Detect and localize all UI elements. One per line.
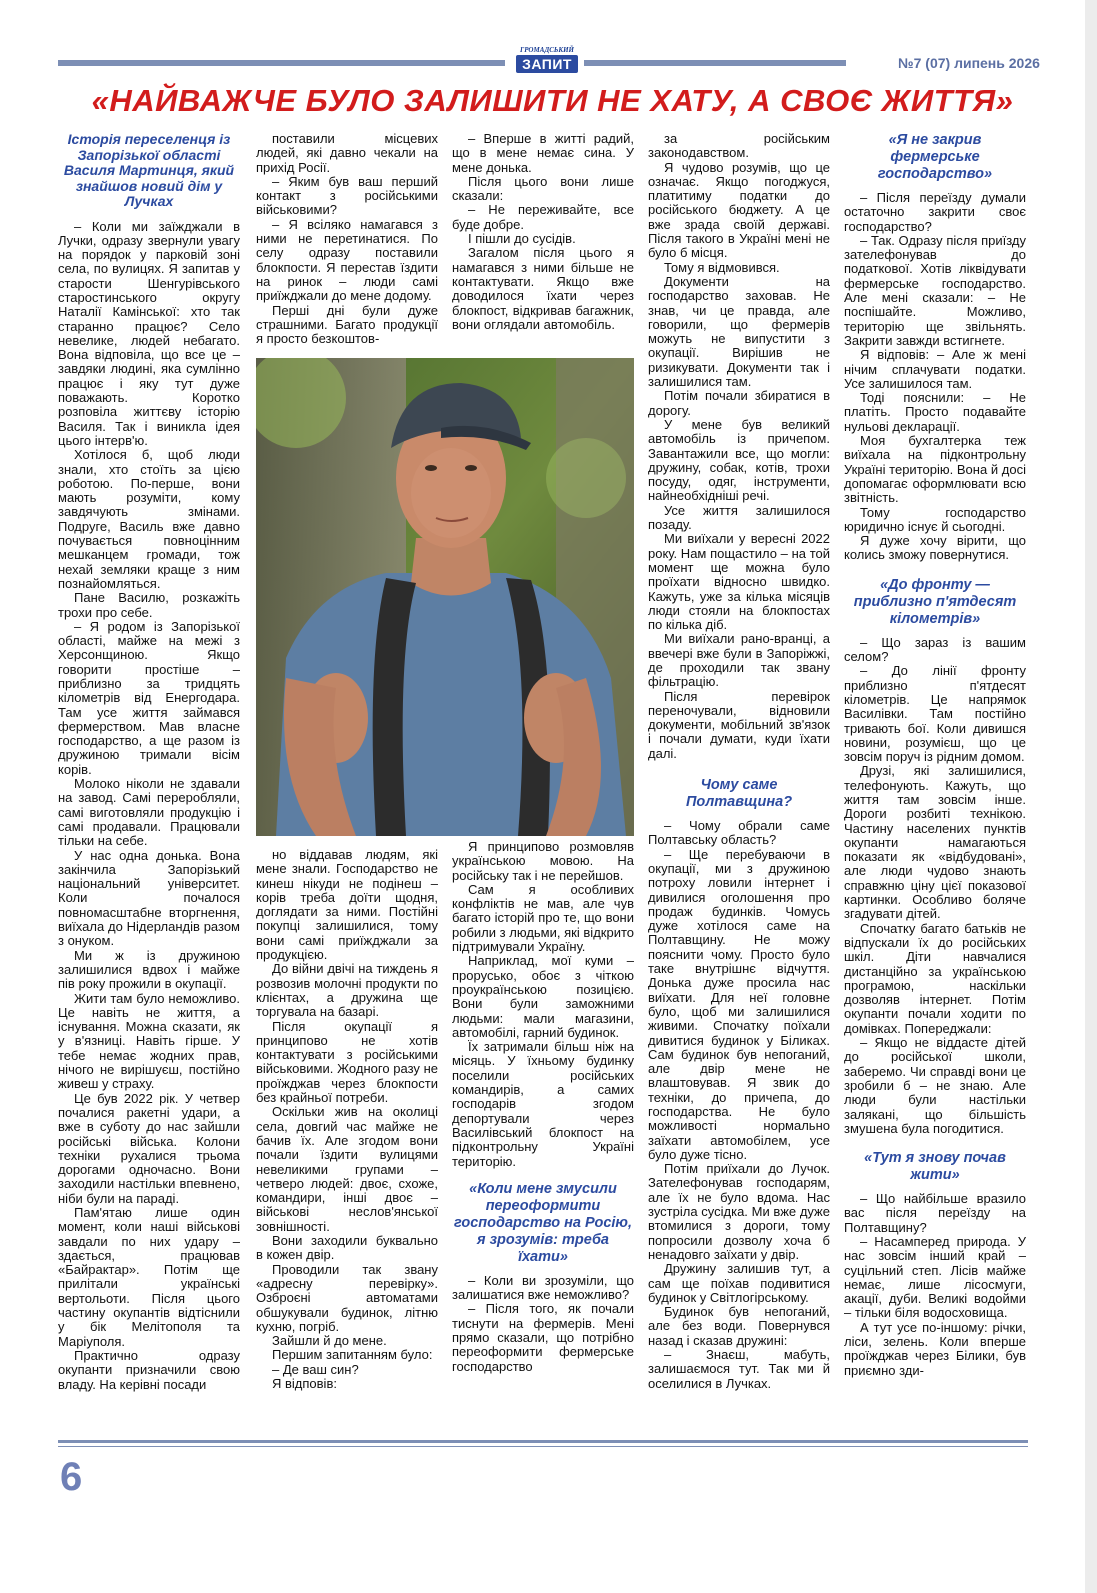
header-rule-right [584,60,846,66]
paragraph: – Що найбільше вразило вас після переїзду на Полтавщину? [844,1191,1026,1235]
column-3-bottom-text [452,840,634,1169]
paragraph: Моя бухгалтерка теж виїхала на підконтрольну Україні територію. Вона й досі допомагає оформлювати всю звітність. [844,433,1026,506]
page-number: 6 [60,1455,83,1499]
paragraph: Це був 2022 рік. У четвер почалися ракетні удари, а вже в суботу до нас зайшли російські війська. Колони техніки рухалися трьома дорогами одночасно. Вони заходили настільки впевнено, ніби були на параді. [58,1090,240,1206]
column-4 [648,132,830,1391]
column-4-top-text [648,132,830,761]
paragraph: А тут усе по-іншому: річки, ліси, зелень. Коли вперше проїжджав через Білики, був приємно зди- [844,1319,1026,1378]
paragraph: Спочатку багато батьків не відпускали їх до російських шкіл. Діти навчалися дистанційно за українською програмою, наскільки дозволяв інтернет. Потім окупанти почали ходити по домівках. Попереджали: [844,920,1026,1036]
paragraph: Документи на господарство заховав. Не знав, чи це правда, але говорили, що фермерів можуть не випустити з окупації. Вирішив не ризикувати. Документи так і залишилися там. [648,273,830,390]
column-1 [58,132,240,1392]
paragraph: Тому господарство юридично існує й сьогодні. [844,504,1026,534]
footer-rule-thin [58,1446,1028,1447]
paragraph: Після цього вони лише сказали: [452,173,634,204]
paragraph: І пішли до сусідів. [468,231,576,247]
paragraph: Жити там було неможливо. Це навіть не життя, а існування. Можна сказати, як у в'язниці. Навіть гірше. У тебе немає жодних прав, нічого не вирішуєш, постійно живеш у страху. [58,990,240,1092]
subheading-leave: «Коли мене змусили переоформити господарство на Росію, я зрозумів: треба їхати» [454,1180,632,1265]
paragraph: – Знаєш, мабуть, залишаємося тут. Так ми й оселилися в Лучках. [648,1347,830,1391]
paragraph: Сам я особливих конфліктів не мав, але чув багато історій про те, що вони робили з людьми, які відкрито підтримували Україну. [452,881,634,955]
paragraph: – Так. Одразу після приїзду зателефонував до податкової. Хотів ліквідувати фермерське господарство. Але мені сказали: – Не поспішайте. Можливо, територію ще звільнять. Закрити завжди встигнете. [844,232,1026,348]
paragraph: Після окупації я принципово не хотів контактувати з російськими військовими. Жодного разу не проїжджав через блокпости без крайньої потреби. [256,1018,438,1106]
column-3-top-text [452,132,634,332]
subheading-poltava: Чому саме Полтавщина? [685,777,793,811]
paragraph: – Не переживайте, все буде добре. [452,202,634,232]
paragraph: Друзі, які залишилися, телефонують. Кажуть, що життя там зовсім інше. Дороги розбиті технікою. Частину населених пунктів окупанти намагаються показати як «відбудовані», але люди чудово знають справжню ціну цієї показової картинки. Особливо боляче згадувати дітей. [844,763,1026,922]
paragraph: Хотілося б, щоб люди знали, хто стоїть за цією роботою. По-перше, вони мають розуміти, кому завдячують змінами. Подруге, Василь вже давно почувається повноцінним мешканцем громади, тож нехай земляки краще з ним познайомляться. [58,447,240,591]
logo-main-text: ЗАПИТ [516,55,578,73]
subheading-live-again: «Тут я знову почав жити» [864,1150,1006,1184]
column-2-top-text [256,132,438,346]
paragraph: Вони заходили буквально в кожен двір. [256,1233,438,1263]
paragraph: – Коли ми заїжджали в Лучки, одразу звернули увагу на порядок у парковій зоні села, по вулицях. Я запитав у старости Шенгурівського старостинського округу Наталії Камінської: хто так старанно працює? Село невелике, людей небагато. Вона відповіла, що все це – завдяки людині, яка сумлінно працює і яку тут дуже поважають. Коротко розповіла життєву історію Василя. Так і виникла ідея цього інтерв'ю. [58,218,240,448]
paragraph: Усе життя залишилося позаду. [648,502,830,533]
paragraph: Я чудово розумів, що це означає. Якщо погоджуся, платитиму податки до російського бюджету. А це вже зрада своїй державі. Після такого в Україні мені не було б місця. [648,159,830,261]
header-rule-left [58,60,505,66]
masthead-logo [513,46,581,74]
paragraph: Ми виїхали рано-вранці, а ввечері вже були в Запоріжжі, де проходили так звану фільтрацію. [648,631,830,690]
column-3-bottom [452,840,634,1374]
column-1-text [58,220,240,1392]
paragraph: поставили місцевих людей, які давно чекали на прихід Росії. [256,131,438,175]
column-2-bottom [256,848,438,1391]
paragraph: – Вперше в житті радий, що в мене немає сина. У мене донька. [452,131,634,175]
paragraph: Проводили так звану «адресну перевірку». Озброєні автоматами обшукували будинок, літню кухню, погріб. [256,1261,438,1334]
paragraph: – Після переїзду думали остаточно закрити своє господарство? [844,190,1026,234]
page-headline: «НАЙВАЖЧЕ БУЛО ЗАЛИШИТИ НЕ ХАТУ, А СВОЄ ЖИТТЯ» [91,83,1014,118]
paragraph: – До лінії фронту приблизно п'ятдесят кілометрів. Це напрямок Василівки. Там постійно тривають бої. Коли дивишся новини, розумієш, що це зовсім поруч із рідним домом. [844,663,1026,765]
paragraph: У мене був великий автомобіль із причепом. Завантажили все, що могли: дружину, собак, котів, трохи посуду, одяг, інструменти, найнеобхідніші речі. [648,416,830,504]
paragraph: Їх затримали більш ніж на місяць. У їхньому будинку поселили російських командирів, а самих господарів згодом депортували через Василівський блокпост на підконтрольну Україні територію. [452,1039,634,1169]
paragraph: У нас одна донька. Вона закінчила Запорізький національний університет. Коли почалося повномасштабне вторгнення, виїхала до Нідерландів разом з онуком. [58,847,240,949]
paragraph: Молоко ніколи не здавали на завод. Самі переробляли, самі виготовляли продукцію і самі продавали. Працювали тільки на себе. [58,776,240,849]
paragraph: Наприклад, мої куми – прорусько, обоє з чіткою проукраїнською позицією. Вони були заможними людьми: мали магазини, автомобілі, гарний будинок. [452,953,634,1040]
paragraph: Ми виїхали у вересні 2022 року. Нам пощастило – на той момент ще можна було проїхати відносно швидко. Кажуть, уже за кілька місяців люди стояли на блокпостах по кілька діб. [648,531,830,633]
paragraph: – Де ваш син? [272,1361,359,1377]
column-2-top [256,132,438,346]
paragraph: Після перевірок переночували, відновили документи, мобільний зв'язок і почали думати, куди їхати далі. [648,688,830,761]
paragraph: Я відповів: – Але ж мені нічим сплачувати податки. Усе залишилося там. [844,347,1026,391]
paragraph: Тоді пояснили: – Не платіть. Просто подавайте нульові декларації. [844,390,1026,434]
paragraph: – Що зараз із вашим селом? [844,634,1026,665]
paragraph: Дружину залишив тут, а сам ще поїхав подивитися будинок у Світлогірському. [648,1261,830,1305]
paragraph: – Чому обрали саме Полтавську область? [648,818,830,848]
paragraph: Я принципово розмовляв українською мовою. На російську так і не перейшов. [452,839,634,883]
footer-rule [58,1440,1028,1443]
column-5 [844,132,1026,1378]
column-3-top [452,132,634,332]
paragraph: Потім почали збиратися в дорогу. [648,388,830,418]
column-5-c-text [844,1192,1026,1378]
paragraph: – Ще перебуваючи в окупації, ми з дружиною потроху ловили інтернет і дивилися оголошення про продаж будинків. Чомусь дуже хотілося саме на Полтавщину. Не можу пояснити чому. Просто було таке внутрішнє відчуття. Донька дуже просила нас виїхати. Для неї головне було, щоб ми залишилися живими. Спочатку поїхали дивитися будинок у Біликах. Сам будинок був непоганий, але двір мене не влаштовував. Я звик до техніки, до причепа, до господарства. Не було можливості нормально заїхати автомобілем, усе було дуже тісно. [648,846,830,1162]
paragraph: – Я всіляко намагався з ними не перетинатися. По селу одразу поставили блокпости. Я перестав їздити на ринок – люди самі приїжджали до мене додому. [256,216,438,304]
paragraph: – Яким був ваш перший контакт з російськими військовими? [256,173,438,218]
paragraph: До війни двічі на тиждень я розвозив молочні продукти по клієнтах, а дружина ще торгувала на базарі. [256,961,438,1020]
paragraph: Тому я відмовився. [664,259,780,275]
paragraph: за російським законодавством. [648,131,830,161]
column-4-bottom-text [648,819,830,1391]
paragraph: Зайшли й до мене. [272,1333,387,1349]
paragraph: – Якщо не віддасте дітей до російської школи, заберемо. Чи справді вони це зробили б – не знаю. Але люди були настільки залякані, що більшість змушена була погодитися. [844,1035,1026,1136]
portrait-photo [256,358,634,836]
subheading-front: «До фронту — приблизно п'ятдесят кілометрів» [853,576,1017,627]
paragraph: но віддавав людям, які мене знали. Господарство не кинеш нікуди не подінеш – корів треба доїти щодня, доглядати за ними. Постійні покупці залишилися, тому вони самі приїжджали за продукцією. [256,847,438,963]
issue-info: №7 (07) липень 2026 [898,55,1040,71]
article-lead: Історія переселенця із Запорізької області Василя Мартинця, який знайшов новий дім у Лучках [63,131,235,209]
paragraph: Ми ж із дружиною залишилися вдвох і майже пів року прожили в окупації. [58,947,240,992]
paragraph: Практично одразу окупанти призначили свою владу. На керівні посади [58,1347,240,1392]
paragraph: Потім приїхали до Лучок. Зателефонував господарям, але їх не було вдома. Нас зустріла сусідка. Ми вже дуже втомилися з дороги, тому попросили дозволу хоча б ненадовго заїхати у двір. [648,1161,830,1262]
paragraph: – Після того, як почали тиснути на фермерів. Мені прямо сказали, що потрібно переоформити фермерське господарство [452,1301,634,1374]
paragraph: Загалом після цього я намагався з ними більше не контактувати. Якщо вже доводилося їхати через блокпост, відкривав багажник, вони оглядали автомобіль. [452,245,634,332]
column-5-b-text [844,636,1026,1136]
paragraph: Пане Василю, розкажіть трохи про себе. [58,590,240,620]
paragraph: Будинок був непоганий, але без води. Повернувся назад і сказав дружині: [648,1304,830,1348]
logo-top-text: ГРОМАДСЬКИЙ [520,46,574,54]
column-2-bottom-text [256,848,438,1391]
paragraph: – Я родом із Запорізької області, майже на межі з Херсонщиною. Якщо говорити простіше – приблизно за тридцять кілометрів від Енергодара. Там усе життя займався фермерством. Мав власне господарство, а ще разом із дружиною тримали вісім корів. [58,618,240,777]
paragraph: – Насамперед природа. У нас зовсім інший край – суцільний степ. Лісів майже немає, лише лісосмуги, акації, дуби. Великі водойми – тільки біля водосховища. [844,1234,1026,1321]
paragraph: Я відповів: [272,1375,337,1391]
paragraph: Перші дні були дуже страшними. Багато продукції я просто безкоштов- [256,302,438,347]
column-3-end-text [452,1274,634,1374]
subheading-farm: «Я не закрив фермерське господарство» [877,132,993,182]
paragraph: – Коли ви зрозуміли, що залишатися вже неможливо? [452,1272,634,1303]
paragraph: Оскільки жив на околиці села, довгий час майже не бачив їх. Але згодом вони почали їздити вулицями невеликими групами – четверо людей: двоє, схоже, командири, інші двоє – військові неслов'янської зовнішності. [256,1104,438,1234]
column-5-a-text [844,191,1026,563]
paragraph: Першим запитанням було: [272,1347,433,1363]
paragraph: Пам'ятаю лише один момент, коли наші військові завдали по них удару – здається, працював «Байрактар». Потім ще прилітали українські вертольоти. Після цього частину окупантів відтіснили у бік Мелітополя та Маріуполя. [58,1204,240,1349]
paragraph: Я дуже хочу вірити, що колись зможу повернутися. [844,533,1026,563]
